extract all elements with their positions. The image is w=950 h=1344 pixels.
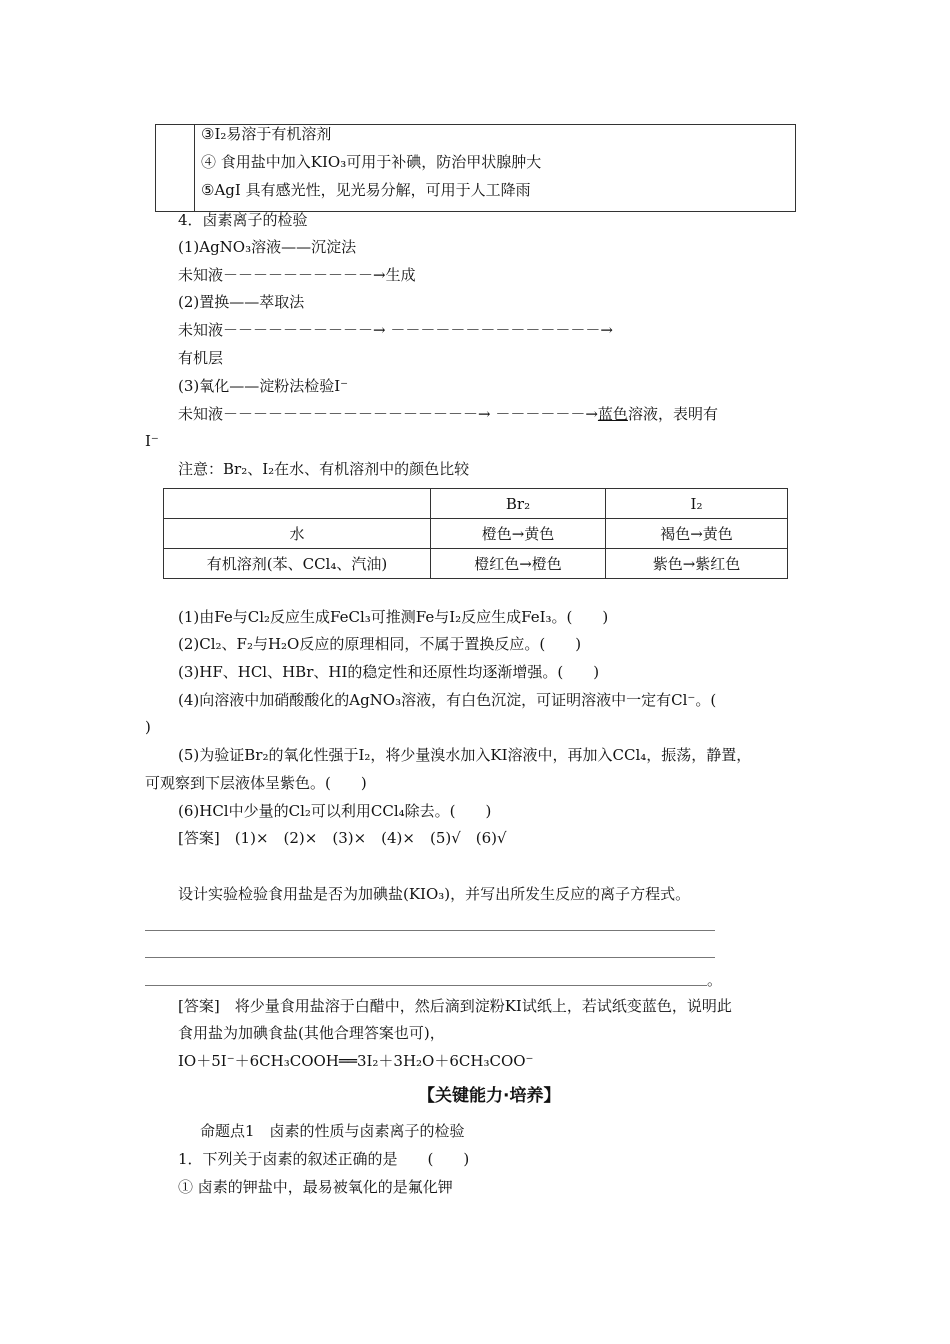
property-item-3: ③I₂易溶于有机溶剂	[201, 125, 332, 143]
table-header-row	[164, 489, 788, 519]
method2-title: (2)置换——萃取法	[178, 293, 305, 311]
judge-question-1: (1)由Fe与Cl₂反应生成FeCl₃可推测Fe与I₂反应生成FeI₃。( )	[178, 608, 609, 626]
table-cell: 紫色→紫红色	[606, 549, 788, 579]
box-divider	[194, 125, 195, 211]
ionic-equation: IO＋5I⁻＋6CH₃COOH══3I₂＋3H₂O＋6CH₃COO⁻	[178, 1052, 534, 1070]
table-row	[164, 549, 788, 579]
table-header-cell	[164, 489, 431, 519]
experiment-answer-cont: 食用盐为加碘食盐(其他合理答案也可)，	[178, 1024, 445, 1042]
note-text: 注意：Br₂、I₂在水、有机溶剂中的颜色比较	[178, 460, 470, 478]
table-cell: 褐色→黄色	[606, 519, 788, 549]
judge-question-2: (2)Cl₂、F₂与H₂O反应的原理相同，不属于置换反应。( )	[178, 635, 582, 653]
experiment-answer: [答案] 将少量食用盐溶于白醋中，然后滴到淀粉KI试纸上，若试纸变蓝色，说明此	[178, 997, 732, 1015]
table-header-cell: Br₂	[431, 489, 606, 519]
answer-blank-line	[145, 957, 715, 958]
table-cell: 橙色→黄色	[431, 519, 606, 549]
key-ability-title: 【关键能力·培养】	[418, 1086, 561, 1106]
blue-color-answer: 蓝色	[597, 405, 628, 423]
method3-flow-end: I⁻	[145, 432, 159, 450]
method2-flow: 未知液－－－－－－－－－－→ －－－－－－－－－－－－－－→	[178, 321, 613, 339]
judge-question-4-end: )	[145, 718, 151, 736]
table-row	[164, 519, 788, 549]
method3-title: (3)氧化——淀粉法检验I⁻	[178, 377, 349, 395]
method1-title: (1)AgNO₃溶液——沉淀法	[178, 238, 357, 256]
method3-flow	[178, 404, 718, 424]
experiment-question: 设计实验检验食用盐是否为加碘盐(KIO₃)，并写出所发生反应的离子方程式。	[178, 885, 691, 903]
judge-question-4: (4)向溶液中加硝酸酸化的AgNO₃溶液，有白色沉淀，可证明溶液中一定有Cl⁻。(	[178, 691, 717, 709]
table-cell: 水	[164, 519, 431, 549]
method3-flow-tail: 溶液，表明有	[627, 405, 718, 423]
option-1: ① 卤素的钾盐中，最易被氧化的是氟化钾	[178, 1178, 453, 1196]
judge-question-5-end: 可观察到下层液体呈紫色。( )	[145, 774, 367, 792]
method2-flow-end: 有机层	[178, 349, 224, 367]
section-heading: 4．卤素离子的检验	[178, 211, 308, 229]
color-comparison-table	[163, 488, 788, 579]
judge-question-3: (3)HF、HCl、HBr、HI的稳定性和还原性均逐渐增强。( )	[178, 663, 600, 681]
answer-end-mark: 。	[707, 971, 723, 989]
property-item-4: ④ 食用盐中加入KIO₃可用于补碘，防治甲状腺肿大	[201, 153, 542, 171]
judge-question-5: (5)为验证Br₂的氧化性强于I₂，将少量溴水加入KI溶液中，再加入CCl₄，振荡，静置，	[178, 746, 752, 764]
property-item-5: ⑤AgI 具有感光性，见光易分解，可用于人工降雨	[201, 181, 531, 199]
proposition-point: 命题点1 卤素的性质与卤素离子的检验	[200, 1122, 465, 1140]
answer-blank-line	[145, 985, 707, 986]
answer-blank-line	[145, 930, 715, 931]
method3-flow-arrows: 未知液－－－－－－－－－－－－－－－－－→ －－－－－－→	[178, 405, 598, 423]
method1-flow: 未知液－－－－－－－－－－→生成	[178, 266, 416, 284]
table-header-cell: I₂	[606, 489, 788, 519]
question-1: 1．下列关于卤素的叙述正确的是 ( )	[178, 1150, 470, 1168]
judge-question-6: (6)HCl中少量的Cl₂可以利用CCl₄除去。( )	[178, 802, 492, 820]
table-cell: 橙红色→橙色	[431, 549, 606, 579]
judge-answer: [答案] (1)× (2)× (3)× (4)× (5)√ (6)√	[178, 829, 507, 847]
table-cell: 有机溶剂(苯、CCl₄、汽油)	[164, 549, 431, 579]
